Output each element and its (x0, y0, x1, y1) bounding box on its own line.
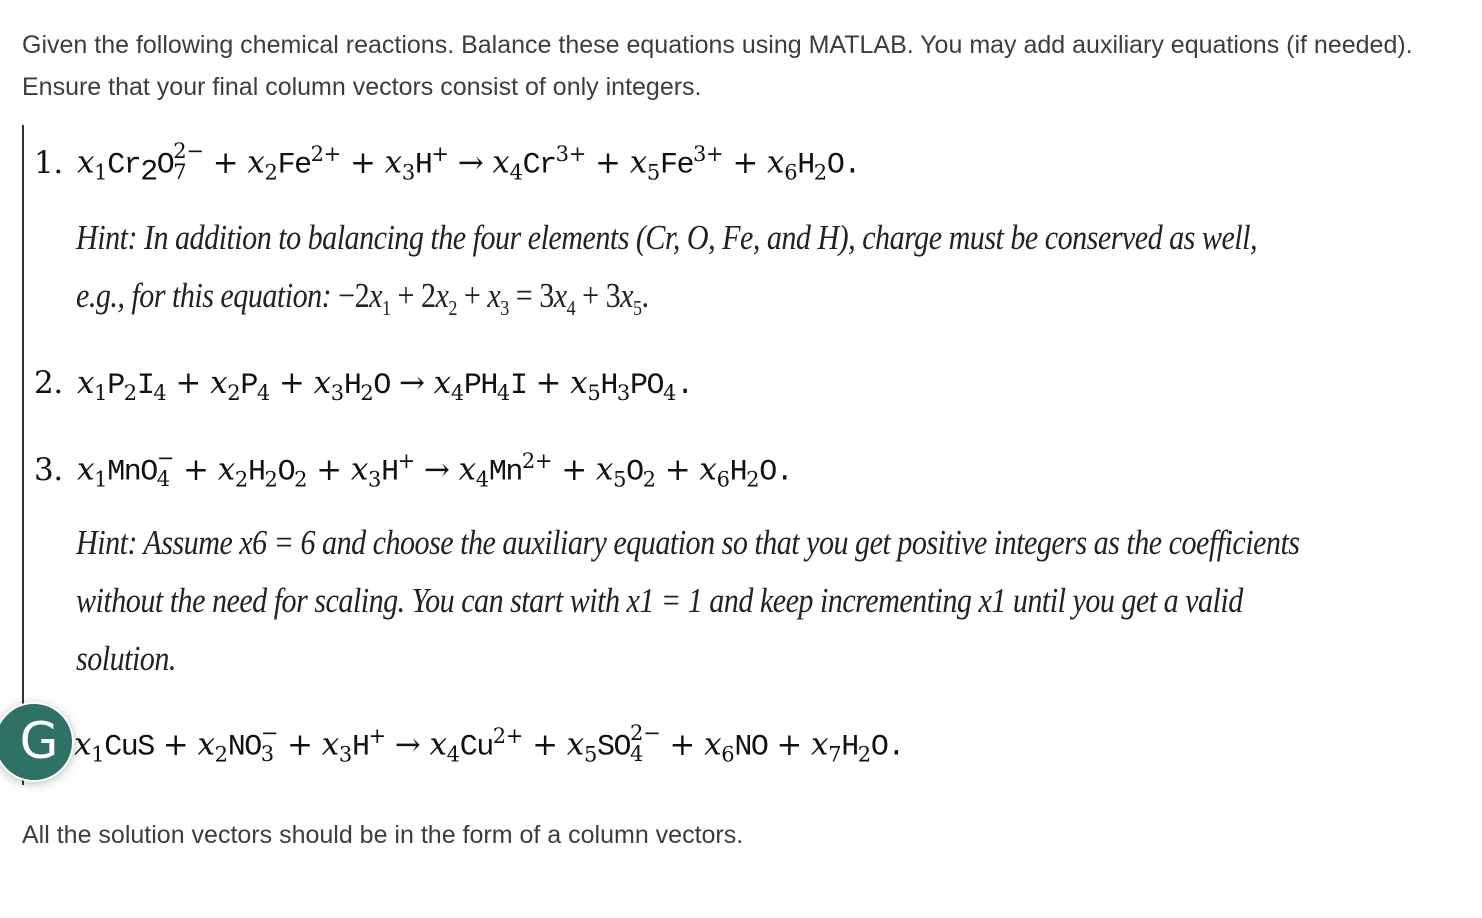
problem-3-hint-line-3: solution. (76, 639, 176, 678)
problem-3-hint-line-1 (76, 514, 1300, 572)
charge-balance-equation: $-2x_1 + 2x_2 + x_3 = 3x_4 + 3x_5$. (338, 276, 649, 320)
problem-3-equation: 3. $x_1MnO$ − 4 + $x_2H_2O_2 + x_3H^+ \to x_4Mn^{2+} + x_5O_2 + x_6H_2O$. (34, 446, 793, 492)
problem-3-hint-line-2: without the need for scaling. You can start with x1 = 1 and keep incrementing x1 until you get a valid (76, 581, 1243, 620)
hint-text: Hint: Assume x6 = 6 and choose the auxiliary equation so that you get positive integers as the coefficients (76, 523, 1300, 562)
problem-list-blockquote (19, 125, 1464, 785)
problem-1-hint-line-2 (76, 267, 1263, 325)
problem-1-equation: 1. $x_1Cr_2O$ 2− 7 + $x_2Fe^{2+} + x_3H^+ \to x_4Cr^{3+} + x_5Fe^{3+} + x_6H_2O$. (34, 139, 860, 190)
problem-number: 1. (34, 144, 63, 181)
grammarly-g-icon: G (19, 712, 59, 770)
problem-2-equation: 2. $x_1P_2I_4 + x_2P_4 + x_3H_2O \to x_4PH_4I + x_5H_3PO_4$. (34, 365, 693, 406)
problem-4-equation: $x_1CuS + x_2NO$ − 3 + $x_3H^+ \to x_4Cu^{2+} + x_5SO$ 2− 4 + $x_6NO + x_7H_2O$. (74, 721, 904, 767)
problem-number: 3. (34, 451, 63, 488)
problem-number: 2. (34, 365, 63, 401)
outro-paragraph: All the solution vectors should be in the form of a column vectors. (22, 821, 744, 849)
problem-1-hint-line-1: Hint: In addition to balancing the four elements (Cr, O, Fe, and H), charge must be conserved as well, (76, 218, 1258, 257)
hint-prefix: e.g., for this equation: (76, 276, 339, 315)
intro-paragraph: Given the following chemical reactions. Balance these equations using MATLAB. You may add auxiliary equations (if needed). Ensure that your final column vectors consist of only integers. (22, 31, 1413, 101)
